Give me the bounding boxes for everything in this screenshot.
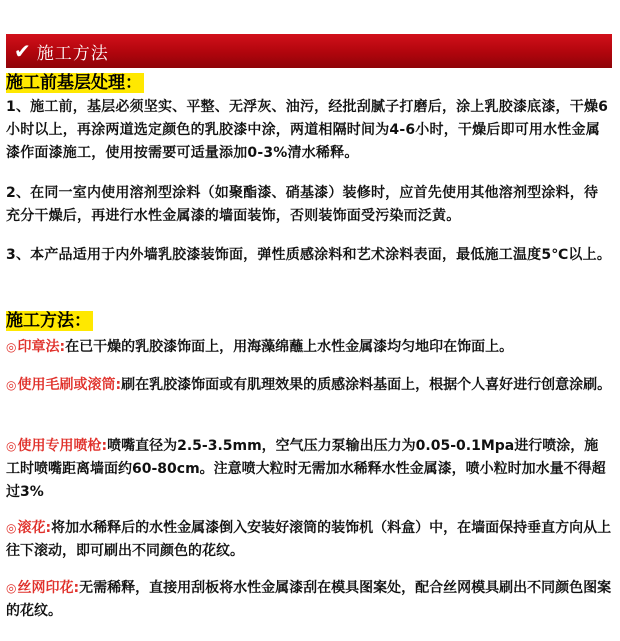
check-icon: ✔ <box>14 39 31 63</box>
method-text: 喷嘴直径为2.5-3.5mm，空气压力泵输出压力为0.05-0.1Mpa进行喷涂，施工时喷嘴距离墙面约60-80cm。注意喷大粒时无需加水稀释水性金属漆，喷小粒时加水量不得超过3% <box>6 438 606 500</box>
bullet-icon: ◎ <box>6 521 17 535</box>
method-text: 无需稀释，直接用刮板将水性金属漆刮在模具图案处，配合丝网模具刷出不同颜色图案的花纹。 <box>6 580 612 619</box>
bullet-icon: ◎ <box>6 439 17 453</box>
method-text: 刷在乳胶漆饰面或有肌理效果的质感涂料基面上，根据个人喜好进行创意涂刷。 <box>121 377 612 393</box>
method-label: 印章法: <box>17 339 66 355</box>
method-item <box>6 435 612 504</box>
bullet-icon: ◎ <box>6 581 17 595</box>
heading-text: 施工前基层处理： <box>6 73 142 93</box>
method-label: 使用专用喷枪: <box>17 438 108 454</box>
method-item <box>6 517 612 563</box>
method-text: 在已干燥的乳胶漆饰面上，用海藻绵蘸上水性金属漆均匀地印在饰面上。 <box>65 339 514 355</box>
bullet-icon: ◎ <box>6 378 17 392</box>
method-text: 将加水稀释后的水性金属漆倒入安装好滚筒的装饰机（料盒）中，在墙面保持垂直方向从上往下滚动，即可刷出不同颜色的花纹。 <box>6 520 612 559</box>
bullet-icon: ◎ <box>6 340 17 354</box>
method-item <box>6 577 612 623</box>
method-item <box>6 336 612 359</box>
banner-title: 施工方法 <box>36 43 109 64</box>
paragraph-3: 3、本产品适用于内外墙乳胶漆装饰面，弹性质感涂料和艺术涂料表面，最低施工温度5℃以上。 <box>6 247 612 263</box>
method-label: 使用毛刷或滚筒: <box>17 377 122 393</box>
section-heading-preparation <box>6 72 144 94</box>
paragraph-1: 1、施工前，基层必须坚实、平整、无浮灰、油污，经批刮腻子打磨后，涂上乳胶漆底漆，干燥6小时以上，再涂两道选定颜色的乳胶漆中涂，两道相隔时间为4-6小时，干燥后即可用水性金属漆作面漆施工，使用按需要可适量添加0-3%清水稀释。 <box>6 99 609 161</box>
section-banner <box>6 34 612 68</box>
method-item <box>6 374 612 397</box>
section-heading-methods <box>6 310 93 332</box>
heading-text: 施工方法： <box>6 311 91 331</box>
method-label: 丝网印花: <box>17 580 80 596</box>
method-label: 滚花: <box>17 520 52 536</box>
paragraph-2: 2、在同一室内使用溶剂型涂料（如聚酯漆、硝基漆）装修时，应首先使用其他溶剂型涂料，待充分干燥后，再进行水性金属漆的墙面装饰，否则装饰面受污染而泛黄。 <box>6 185 599 224</box>
